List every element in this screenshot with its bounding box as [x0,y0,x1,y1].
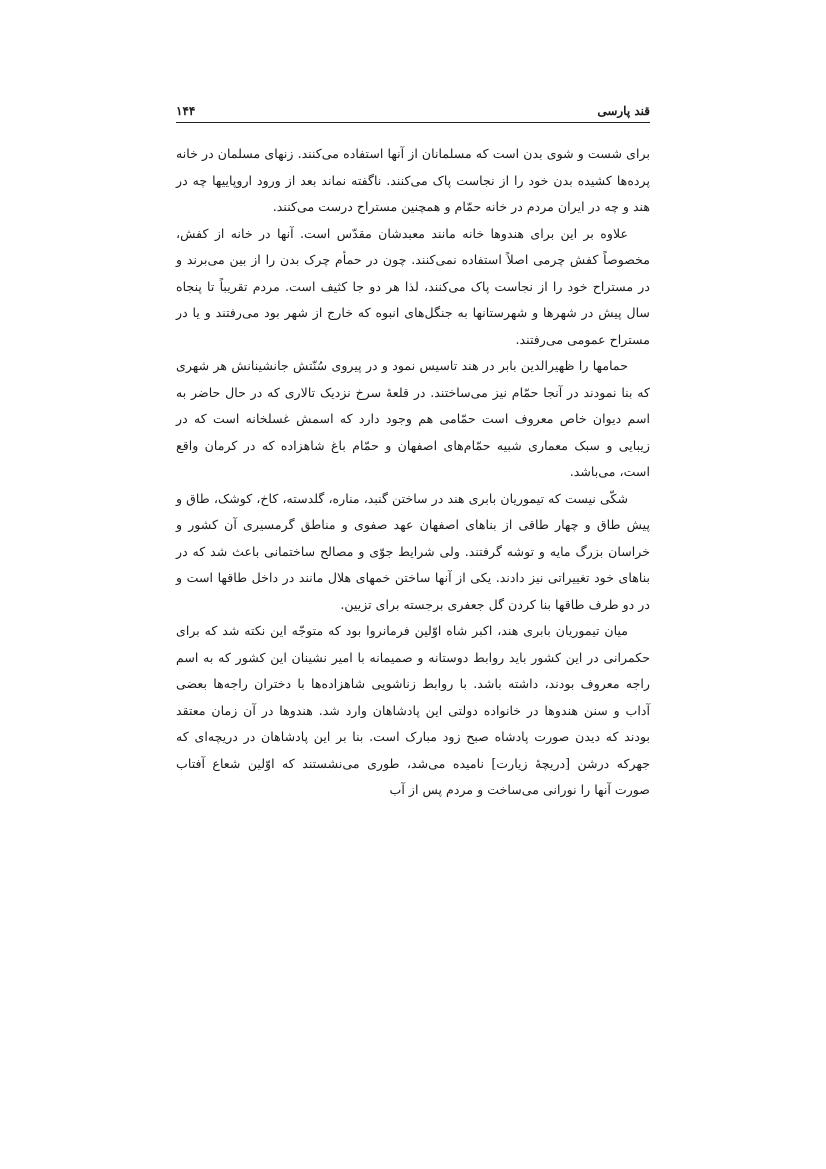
running-title: قند پارسی [597,104,650,118]
paragraph: علاوه بر این برای هندوها خانه مانند معبدشان مقدّس است. آنها در خانه از کفش، مخصوصاً کفش چرمی اصلاً استفاده نمی‌کنند. چون در حمأم چرک بدن را از بین می‌برند و در مستراح خود را از نجاست پاک می‌کنند، لذا هر دو جا کثیف است. مردم تقریباً تا پنجاه سال پیش در شهرها و شهرستانها به جنگل‌های انبوه که خارج از شهر بود می‌رفتند و یا در مستراح عمومی می‌رفتند. [176,225,650,347]
paragraph: حمامها را ظهیرالدین بابر در هند تاسیس نمود و در پیروی سُنّتش جانشینانش هر شهری که بنا نمودند در آنجا حمّام نیز می‌ساختند. در قلعهٔ سرخ نزدیک تالاری که در حال حاضر به اسم دیوان خاص معروف است حمّامی هم وجود دارد که اسمش غسلخانه است که در زیبایی و سبک معماری شبیه حمّام‌های اصفهان و حمّام باغ شاهزاده که در کرمان واقع است، می‌باشد. [176,358,650,479]
paragraph: برای شست و شوی بدن است که مسلمانان از آنها استفاده می‌کنند. زنهای مسلمان در خانه پرده‌ها کشیده بدن خود را از نجاست پاک می‌کنند. ناگفته نماند بعد از ورود اروپاییها چه در هند و چه در ایران مردم در خانه حمّام و همچنین مستراح درست می‌کنند. [176,146,650,214]
page-number: ۱۴۴ [176,104,196,118]
paragraph: شکّی نیست که تیموریان بابری هند در ساختن گنبد، مناره، گلدسته، کاخ، کوشک، طاق و پیش طاق و چهار طاقی از بناهای اصفهان عهد صفوی و مناطق گرمسیری آن کشور و خراسان بزرگ مایه و توشه گرفتند. ولی شرایط جوّی و مصالح ساختمانی باعث شد که در بناهای خود تغییراتی نیز دادند. یکی از آنها ساختن خمهای هلال مانند در داخل طاقها است و در دو طرف طاقها بنا کردن گل جعفری برجسته برای تزیین. [176,490,650,612]
running-header [176,96,650,123]
body-text [176,141,650,804]
paragraph: میان تیموریان بابری هند، اکبر شاه اوّلین فرمانروا بود که متوجّه این نکته شد که برای حکمرانی در این کشور باید روابط دوستانه و صمیمانه با امیر نشینان این کشور که به اسم راجه معروف بودند، داشته باشد. با روابط زناشویی شاهزاده‌ها با دختران راجه‌ها بعضی آداب و سنن هندوها در خانواده دولتی این پادشاهان وارد شد. هندوها در آن زمان معتقد بودند که دیدن صورت پادشاه صبح زود مبارک است. بنا بر این پادشاهان در دریچه‌ای که جهرکه درشن [دریچهٔ زیارت] نامیده می‌شد، طوری می‌نشستند که اوّلین شعاع آفتاب صورت آنها را نورانی می‌ساخت و مردم پس از آب [176,623,650,797]
book-page [176,96,650,804]
